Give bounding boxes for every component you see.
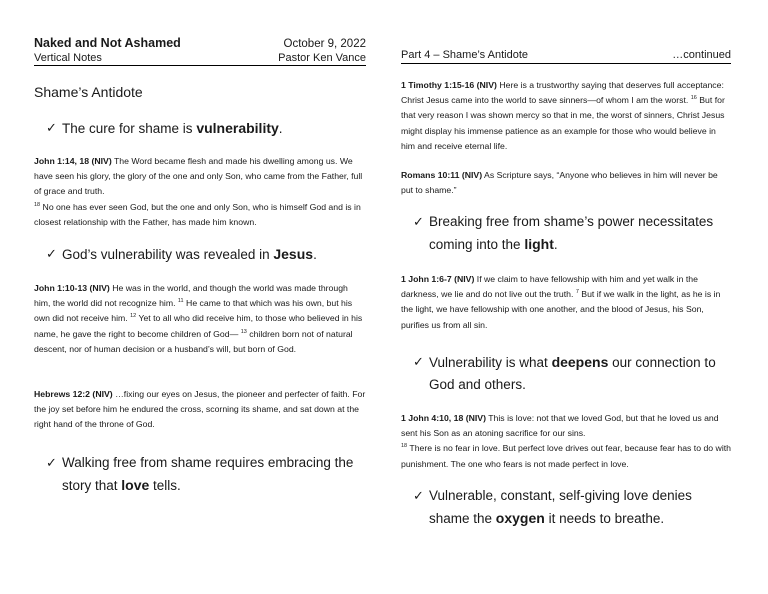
point-1 xyxy=(46,117,366,140)
verse-1-john-1-6: 1 John 1:6-7 (NIV) If we claim to have fellowship with him and yet walk in the darkness, we lie and do not live out the truth. $^7$ But if we walk in the light, as he is in the light, we have fellowship with one another, and the blood of Jesus, his Son, purifies us from all sin. xyxy=(401,274,721,330)
point-5-keyword: deepens xyxy=(551,354,609,370)
point-3-keyword: love xyxy=(121,477,150,493)
point-2-keyword: Jesus xyxy=(273,246,314,262)
sermon-title: Naked and Not Ashamed xyxy=(34,36,181,50)
point-2-text: God’s vulnerability was revealed in Jesus. xyxy=(62,246,317,262)
verse-1-john-4-10: 1 John 4:10, 18 (NIV) This is love: not that we loved God, but that he loved us and sent his Son as an atoning sacrifice for our sins. $^{18}$ There is no fear in love. But perfect love drives out fear, because fear has to do with punishment. The one who fears is not made perfect in love. xyxy=(401,413,731,469)
checkmark-icon: ✓ xyxy=(413,488,424,503)
part-label: Part 4 – Shame’s Antidote xyxy=(401,49,528,61)
right-header xyxy=(401,49,731,64)
point-3-text: Walking free from shame requires embracing the story that love tells. xyxy=(62,455,354,493)
point-4 xyxy=(413,211,731,256)
checkmark-icon: ✓ xyxy=(413,214,424,229)
checkmark-icon: ✓ xyxy=(46,246,57,261)
verse-reference: 1 John 1:6-7 (NIV) xyxy=(401,274,475,284)
verse-john-1-14: John 1:14, 18 (NIV) The Word became flesh and made his dwelling among us. We have seen his glory, the glory of the one and only Son, who came from the Father, full of grace and truth. $^{18}$ No one has ever seen God, but the one and only Son, who is himself God and is in closest relationship with the Father, has made him known. xyxy=(34,156,363,227)
checkmark-icon: ✓ xyxy=(46,120,57,135)
checkmark-icon: ✓ xyxy=(413,354,424,369)
point-1-text: The cure for shame is vulnerability. xyxy=(62,120,283,136)
verse-hebrews-12-2: Hebrews 12:2 (NIV) …fixing our eyes on Jesus, the pioneer and perfecter of faith. For the joy set before him he endured the cross, scorning its shame, and sat down at the right hand of the throne of God. xyxy=(34,389,366,430)
point-4-text: Breaking free from shame’s power necessitates coming into the light. xyxy=(429,214,714,252)
sermon-date: October 9, 2022 xyxy=(283,38,366,50)
sermon-subtitle: Vertical Notes xyxy=(34,52,102,64)
checkmark-icon: ✓ xyxy=(46,455,57,470)
continued-label: …continued xyxy=(672,49,731,61)
section-title: Shame’s Antidote xyxy=(34,84,143,100)
verse-john-1-10: John 1:10-13 (NIV) He was in the world, and though the world was made through him, the world did not recognize him. $^{11}$ He came to that which was his own, but his own did not receive him. $^{12}$ Yet to all who did receive him, to those who believed in his name, he gave the right to become children of God— $^{13}$ children born not of natural descent, nor of human decision or a husband’s will, but born of God. xyxy=(34,283,363,354)
verse-reference: 1 Timothy 1:15-16 (NIV) xyxy=(401,80,497,90)
verse-reference: Romans 10:11 (NIV) xyxy=(401,170,483,180)
verse-reference: John 1:10-13 (NIV) xyxy=(34,283,110,293)
point-4-keyword: light xyxy=(524,236,554,252)
point-5 xyxy=(413,351,731,396)
verse-reference: 1 John 4:10, 18 (NIV) xyxy=(401,413,486,423)
verse-1-timothy-1-15: 1 Timothy 1:15-16 (NIV) Here is a trustworthy saying that deserves full acceptance: Christ Jesus came into the world to save sinners—of whom I am the worst. $^{16}$ But for that very reason I was shown mercy so that in me, the worst of sinners, Christ Jesus might display his immense patience as an example for those who would believe in him and receive eternal life. xyxy=(401,80,725,151)
point-6 xyxy=(413,485,731,530)
point-1-keyword: vulnerability xyxy=(196,120,279,136)
pastor-name: Pastor Ken Vance xyxy=(278,52,366,64)
point-2 xyxy=(46,243,366,266)
point-5-text: Vulnerability is what deepens our connection to God and others. xyxy=(429,354,716,392)
point-6-keyword: oxygen xyxy=(495,510,545,526)
verse-reference: John 1:14, 18 (NIV) xyxy=(34,156,112,166)
point-3 xyxy=(46,452,366,497)
point-6-text: Vulnerable, constant, self-giving love denies shame the oxygen it needs to breathe. xyxy=(429,488,692,526)
verse-romans-10-11: Romans 10:11 (NIV) As Scripture says, “Anyone who believes in him will never be put to shame.” xyxy=(401,170,718,196)
header-block xyxy=(34,36,366,66)
verse-reference: Hebrews 12:2 (NIV) xyxy=(34,389,113,399)
